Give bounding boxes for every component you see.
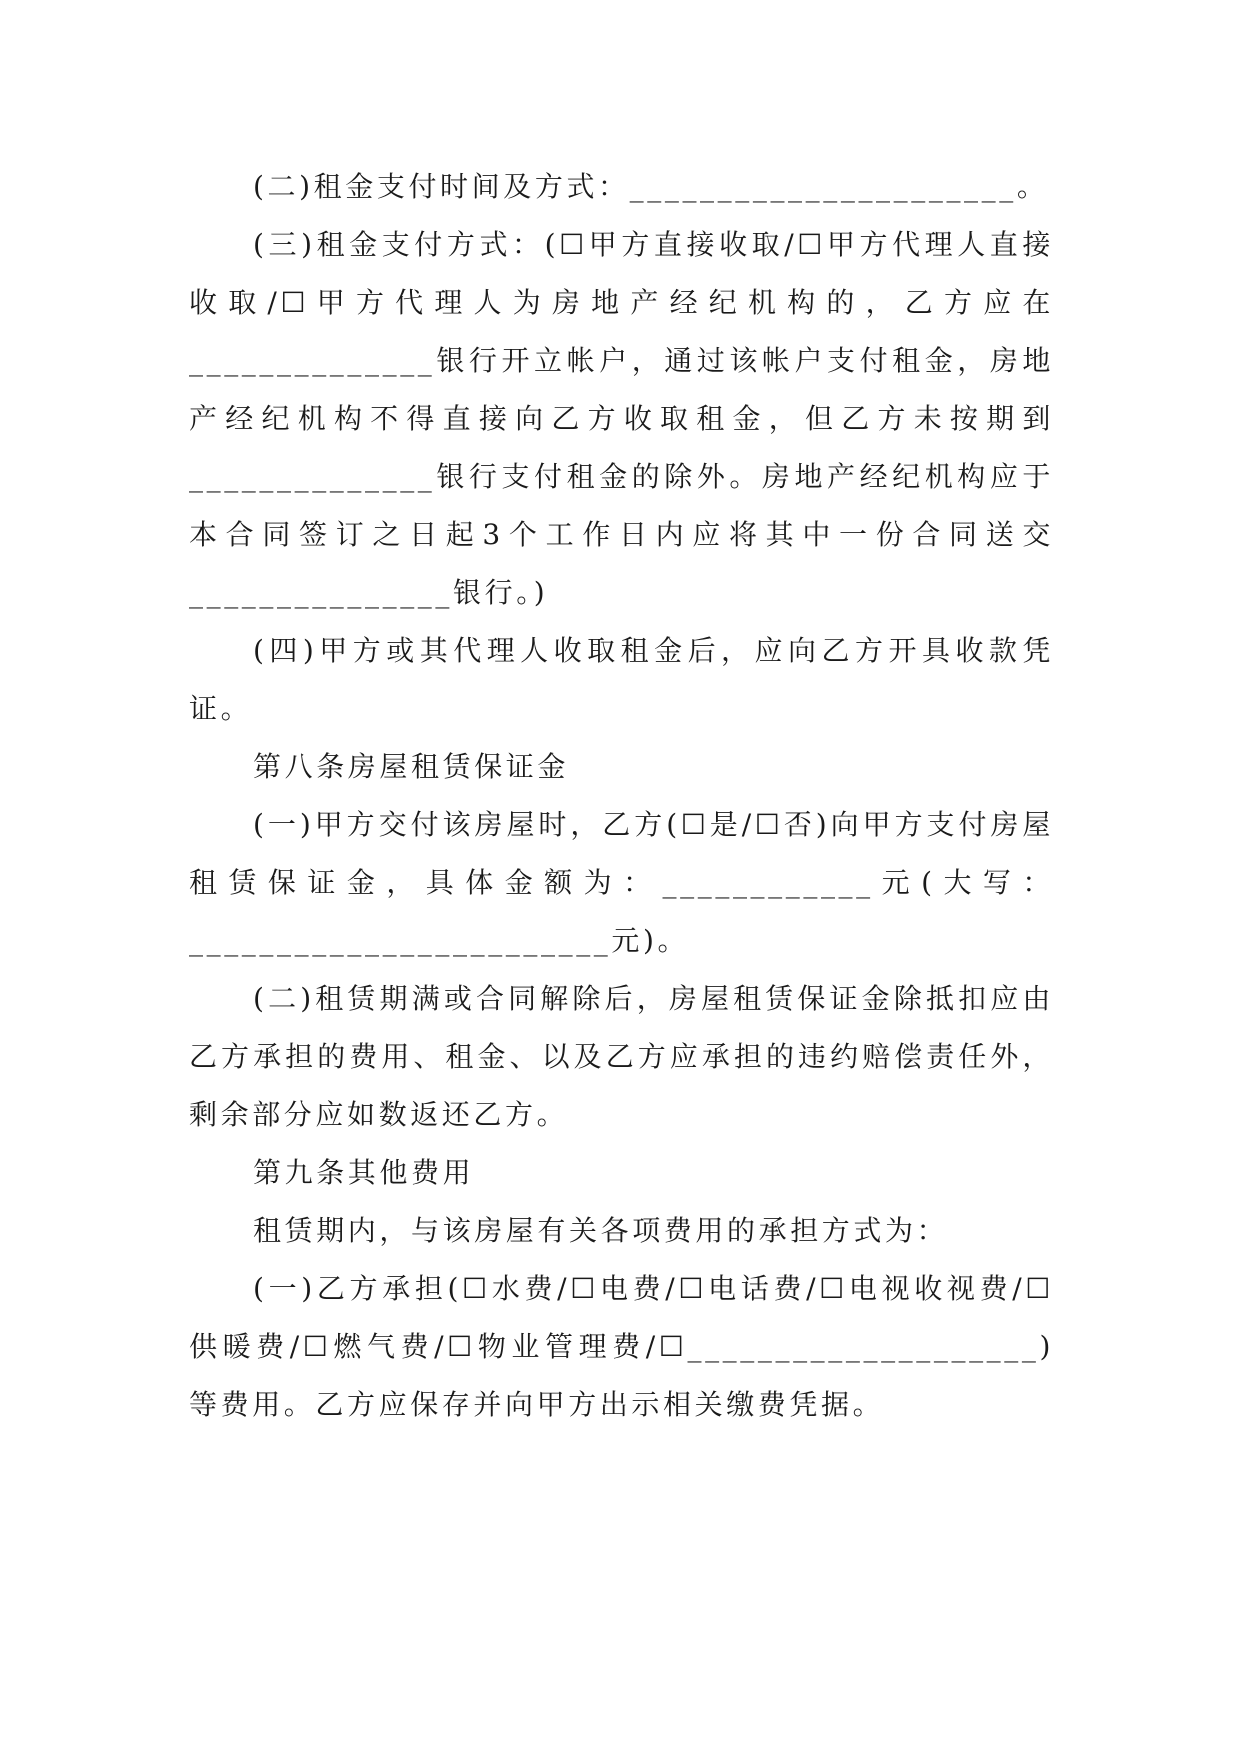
paragraph-tenant-fees: (一)乙方承担(☐水费/☐电费/☐电话费/☐电视收视费/☐供暖费/☐燃气费/☐物业管理费/☐____________________)等费用。乙方应保存并向甲方出示相关缴费凭据。 <box>189 1272 1054 1421</box>
paragraph-fees-intro: 租赁期内，与该房屋有关各项费用的承担方式为： <box>253 1214 949 1247</box>
paragraph-receipt: (四)甲方或其代理人收取租金后，应向乙方开具收款凭证。 <box>189 634 1054 725</box>
paragraph-rent-payment-method: (三)租金支付方式：(☐甲方直接收取/☐甲方代理人直接收取/☐甲方代理人为房地产经纪机构的，乙方应在______________银行开立帐户，通过该帐户支付租金，房地产经纪机构不得直接向乙方收取租金，但乙方未按期到______________银行支付租金的除外。房地产经纪机构应于本合同签订之日起3个工作日内应将其中一份合同送交_______________银行。) <box>189 228 1054 609</box>
paragraph-rent-payment-time: (二)租金支付时间及方式：______________________。 <box>253 170 1049 203</box>
article-8-heading: 第八条房屋租赁保证金 <box>253 750 570 783</box>
document-body <box>189 158 1054 1434</box>
paragraph-deposit-return: (二)租赁期满或合同解除后，房屋租赁保证金除抵扣应由乙方承担的费用、租金、以及乙方应承担的违约赔偿责任外，剩余部分应如数返还乙方。 <box>189 982 1054 1131</box>
paragraph-deposit-amount: (一)甲方交付该房屋时，乙方(☐是/☐否)向甲方支付房屋租赁保证金，具体金额为：____________元(大写：________________________元)。 <box>189 808 1054 957</box>
article-9-heading: 第九条其他费用 <box>253 1156 475 1189</box>
